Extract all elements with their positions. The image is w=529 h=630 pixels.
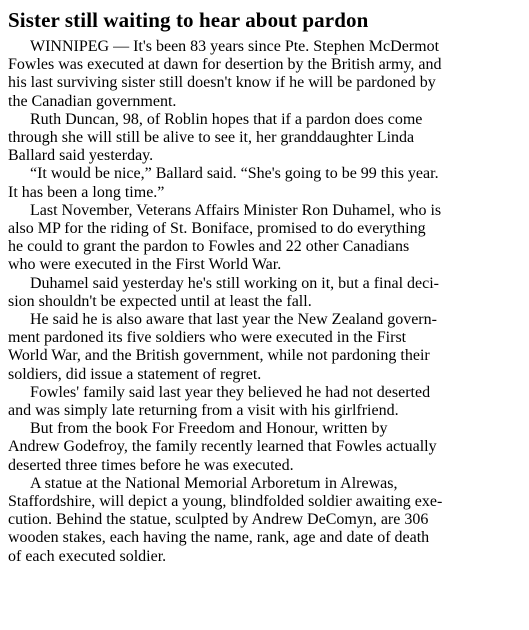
article-body xyxy=(8,38,522,566)
paragraph: A statue at the National Memorial Arboretum in Alrewas, Staffordshire, will depict a young, blindfolded soldier awaiting exe- cution. Behind the statue, sculpted by Andrew DeComyn, are 306 wooden stakes, each having the name, rank, age and date of death of each executed soldier. xyxy=(8,474,443,565)
paragraph: Ruth Duncan, 98, of Roblin hopes that if a pardon does come through she will still be alive to see it, her granddaughter Linda Ballard said yesterday. xyxy=(8,110,423,165)
paragraph: Last November, Veterans Affairs Minister Ron Duhamel, who is also MP for the riding of St. Boniface, promised to do everything he could to grant the pardon to Fowles and 22 other Canadians who were executed in the First World War. xyxy=(8,201,442,274)
paragraph: Duhamel said yesterday he's still working on it, but a final deci- sion shouldn't be expected until at least the fall. xyxy=(8,274,440,310)
paragraph: “It would be nice,” Ballard said. “She's going to be 99 this year. It has been a long time.” xyxy=(8,165,439,201)
paragraph: Fowles' family said last year they believed he had not deserted and was simply late returning from a visit with his girlfriend. xyxy=(8,383,431,420)
headline: Sister still waiting to hear about pardon xyxy=(8,8,369,32)
paragraph: But from the book For Freedom and Honour, written by Andrew Godefroy, the family recently learned that Fowles actually deserted three times before he was executed. xyxy=(8,420,437,474)
paragraph: He said he is also aware that last year the New Zealand govern- ment pardoned its five soldiers who were executed in the First World War, and the British government, while not pardoning their soldiers, did issue a statement of regret. xyxy=(8,311,437,383)
paragraph: WINNIPEG — It's been 83 years since Pte. Stephen McDermot Fowles was executed at dawn for desertion by the British army, and his last surviving sister still doesn't know if he will be pardoned by the Canadian government. xyxy=(8,38,442,110)
